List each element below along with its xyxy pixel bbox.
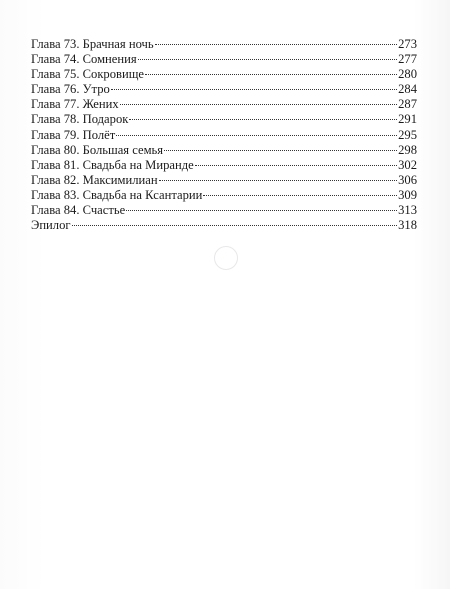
toc-entry-title: Глава 83. Свадьба на Ксантарии [31,187,203,202]
toc-leader-dots [155,44,397,45]
toc-entry-page: 306 [398,172,417,187]
toc-entry [31,52,417,67]
toc-entry-title: Глава 77. Жених [31,97,119,112]
toc-leader-dots [126,210,397,211]
toc-entry [31,158,417,173]
toc-entry-title: Глава 75. Сокровище [31,67,144,82]
toc-entry-page: 273 [398,37,417,51]
toc-entry-title: Эпилог [31,218,71,233]
toc-entry-page: 295 [398,127,417,142]
toc-entry-title: Глава 76. Утро [31,82,110,97]
toc-leader-dots [195,165,397,166]
toc-entry-page: 287 [398,97,417,112]
toc-entry-page: 298 [398,142,417,157]
toc-entry [31,218,417,233]
toc-entry-page: 277 [398,52,417,67]
toc-leader-dots [164,150,397,151]
toc-entry-title: Глава 74. Сомнения [31,52,137,67]
toc-entry [31,67,417,82]
toc-entry-page: 291 [398,112,417,127]
toc-entry-title: Глава 73. Брачная ночь [31,37,154,51]
toc-entry-page: 284 [398,82,417,97]
toc-entry-page: 309 [398,187,417,202]
toc-entry [31,97,417,112]
toc-entry [31,188,417,203]
toc-entry-title: Глава 79. Полёт [31,127,116,142]
toc-entry-page: 318 [398,218,417,233]
toc-entry [31,112,417,127]
toc-leader-dots [159,180,398,181]
toc-leader-dots [72,225,398,226]
toc-entry-page: 280 [398,67,417,82]
bleed-through-emblem [214,246,238,270]
toc-leader-dots [203,195,397,196]
toc-entry-page: 313 [398,203,417,218]
toc-entry-title: Глава 81. Свадьба на Миранде [31,157,194,172]
toc-entry [31,203,417,218]
toc-leader-dots [116,135,397,136]
toc-entry [31,82,417,97]
toc-leader-dots [138,59,397,60]
table-of-contents [31,37,417,233]
toc-leader-dots [129,119,397,120]
toc-leader-dots [145,74,397,75]
toc-entry [31,128,417,143]
toc-entry-page: 302 [398,157,417,172]
toc-leader-dots [111,89,397,90]
toc-entry-title: Глава 84. Счастье [31,203,126,218]
toc-entry-title: Глава 78. Подарок [31,112,129,127]
toc-entry-title: Глава 80. Большая семья [31,142,164,157]
toc-leader-dots [120,104,397,105]
toc-entry [31,173,417,188]
toc-entry [31,143,417,158]
toc-entry [31,37,417,52]
toc-entry-title: Глава 82. Максимилиан [31,172,158,187]
